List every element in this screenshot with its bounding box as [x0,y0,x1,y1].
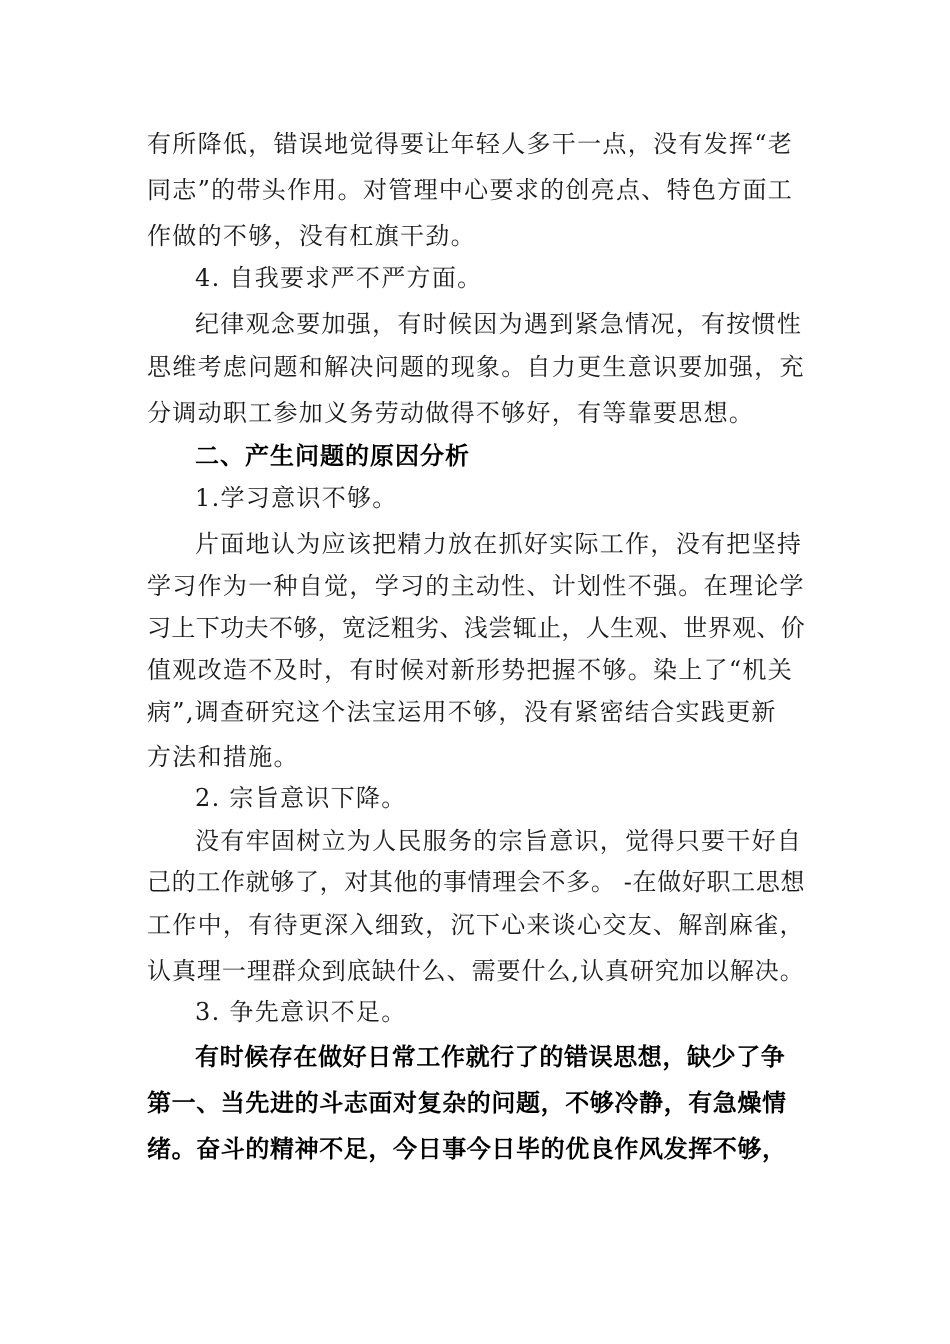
bold-paragraph-line: 第一、当先进的斗志面对复杂的问题，不够冷静，有急燥情 [147,1089,787,1117]
paragraph-line: 片面地认为应该把精力放在抓好实际工作，没有把坚持 [195,530,803,558]
section-item-2: 2. 宗旨意识下降。 [195,784,407,812]
section-item-4: 4. 自我要求严不严方面。 [195,264,483,292]
paragraph-line: 方法和措施。 [147,743,299,771]
section-item-1: 1.学习意识不够。 [195,484,398,512]
paragraph-line: 思维考虑问题和解决问题的现象。自力更生意识要加强，充 [147,353,805,381]
bold-paragraph-line: 绪。奋斗的精神不足，今日事今日毕的优良作风发挥不够， [147,1135,787,1163]
paragraph-line: 习上下功夫不够，宽泛粗劣、浅尝辄止，人生观、世界观、价 [147,614,806,642]
paragraph-line: 学习作为一种自觉，学习的主动性、计划性不强。在理论学 [147,572,805,600]
paragraph-line: 认真理一理群众到底缺什么、需要什么,认真研究加以解决。 [147,957,805,985]
paragraph-line: 己的工作就够了，对其他的事情理会不多。 -在做好职工思想 [147,868,806,896]
bold-paragraph-line: 有时候存在做好日常工作就行了的错误思想，缺少了争 [195,1043,786,1071]
paragraph-line: 纪律观念要加强，有时候因为遇到紧急情况，有按惯性 [195,310,803,338]
paragraph-line: 没有牢固树立为人民服务的宗旨意识，觉得只要干好自 [195,827,803,855]
paragraph-line: 值观改造不及时，有时候对新形势把握不够。染上了“机关 [147,656,794,684]
paragraph-line: 分调动职工参加义务劳动做得不够好，有等靠要思想。 [147,399,755,427]
section-heading: 二、产生问题的原因分析 [195,442,470,470]
paragraph-line: 工作中，有待更深入细致，沉下心来谈心交友、解剖麻雀， [147,911,805,939]
paragraph-line: 病”,调查研究这个法宝运用不够，没有紧密结合实践更新 [147,698,777,726]
paragraph-line: 作做的不够，没有杠旗干劲。 [147,222,476,250]
paragraph-line: 同志”的带头作用。对管理中心要求的创亮点、特色方面工 [147,176,794,204]
section-item-3: 3. 争先意识不足。 [195,998,407,1026]
paragraph-line: 有所降低，错误地觉得要让年轻人多干一点，没有发挥“老 [147,130,794,158]
